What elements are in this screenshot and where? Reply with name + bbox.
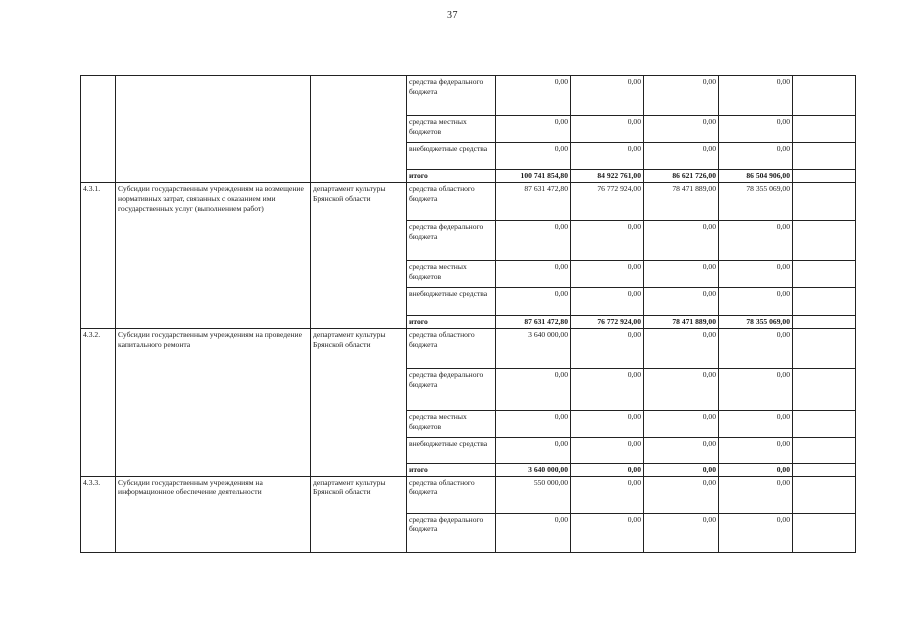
amount-cell: 0,00 bbox=[644, 143, 719, 170]
funding-source: средства местных бюджетов bbox=[407, 116, 496, 143]
funding-source: средства областного бюджета bbox=[407, 182, 496, 220]
amount-cell: 0,00 bbox=[496, 220, 571, 260]
empty-cell bbox=[793, 143, 856, 170]
amount-cell: 84 922 761,00 bbox=[571, 170, 644, 183]
amount-cell: 76 772 924,00 bbox=[571, 182, 644, 220]
amount-cell: 0,00 bbox=[719, 437, 793, 463]
funding-source: средства местных бюджетов bbox=[407, 260, 496, 287]
item-executor: департамент культуры Брянской области bbox=[311, 182, 407, 328]
amount-cell: 3 640 000,00 bbox=[496, 328, 571, 368]
amount-cell: 0,00 bbox=[496, 76, 571, 116]
amount-cell: 0,00 bbox=[719, 463, 793, 476]
funding-source: средства федерального бюджета bbox=[407, 368, 496, 410]
amount-cell: 0,00 bbox=[719, 513, 793, 552]
amount-cell: 0,00 bbox=[571, 287, 644, 315]
funding-source: внебюджетные средства bbox=[407, 437, 496, 463]
funding-source: итого bbox=[407, 463, 496, 476]
page-number: 37 bbox=[447, 10, 458, 21]
amount-cell: 0,00 bbox=[571, 143, 644, 170]
funding-source: средства федерального бюджета bbox=[407, 513, 496, 552]
empty-cell bbox=[793, 513, 856, 552]
amount-cell: 78 355 069,00 bbox=[719, 315, 793, 328]
item-executor bbox=[311, 76, 407, 183]
amount-cell: 78 355 069,00 bbox=[719, 182, 793, 220]
amount-cell: 0,00 bbox=[644, 410, 719, 437]
amount-cell: 0,00 bbox=[571, 437, 644, 463]
table-row bbox=[81, 476, 856, 513]
empty-cell bbox=[793, 170, 856, 183]
amount-cell: 0,00 bbox=[719, 76, 793, 116]
funding-source: внебюджетные средства bbox=[407, 143, 496, 170]
amount-cell: 550 000,00 bbox=[496, 476, 571, 513]
amount-cell: 0,00 bbox=[571, 220, 644, 260]
amount-cell: 0,00 bbox=[496, 437, 571, 463]
funding-source: итого bbox=[407, 315, 496, 328]
amount-cell: 100 741 854,80 bbox=[496, 170, 571, 183]
item-code: 4.3.1. bbox=[81, 182, 116, 328]
amount-cell: 76 772 924,00 bbox=[571, 315, 644, 328]
item-name: Субсидии государственным учреждениям на проведение капитального ремонта bbox=[116, 328, 311, 476]
amount-cell: 0,00 bbox=[496, 368, 571, 410]
amount-cell: 78 471 889,00 bbox=[644, 315, 719, 328]
funding-source: итого bbox=[407, 170, 496, 183]
amount-cell: 87 631 472,80 bbox=[496, 315, 571, 328]
amount-cell: 0,00 bbox=[719, 287, 793, 315]
item-name: Субсидии государственным учреждениям на возмещение нормативных затрат, связанных с оказанием ими государственных услуг (выполнением работ) bbox=[116, 182, 311, 328]
funding-source: средства местных бюджетов bbox=[407, 410, 496, 437]
amount-cell: 0,00 bbox=[496, 287, 571, 315]
item-code: 4.3.3. bbox=[81, 476, 116, 552]
amount-cell: 0,00 bbox=[571, 513, 644, 552]
empty-cell bbox=[793, 220, 856, 260]
amount-cell: 0,00 bbox=[571, 76, 644, 116]
empty-cell bbox=[793, 410, 856, 437]
amount-cell: 0,00 bbox=[496, 260, 571, 287]
amount-cell: 0,00 bbox=[644, 513, 719, 552]
amount-cell: 0,00 bbox=[719, 143, 793, 170]
empty-cell bbox=[793, 287, 856, 315]
empty-cell bbox=[793, 328, 856, 368]
empty-cell bbox=[793, 315, 856, 328]
amount-cell: 0,00 bbox=[644, 287, 719, 315]
amount-cell: 0,00 bbox=[719, 116, 793, 143]
item-name bbox=[116, 76, 311, 183]
amount-cell: 86 504 906,00 bbox=[719, 170, 793, 183]
funding-source: внебюджетные средства bbox=[407, 287, 496, 315]
item-code bbox=[81, 76, 116, 183]
empty-cell bbox=[793, 437, 856, 463]
amount-cell: 0,00 bbox=[571, 476, 644, 513]
amount-cell: 78 471 889,00 bbox=[644, 182, 719, 220]
amount-cell: 86 621 726,00 bbox=[644, 170, 719, 183]
empty-cell bbox=[793, 463, 856, 476]
item-name: Субсидии государственным учреждениям на информационное обеспечение деятельности bbox=[116, 476, 311, 552]
amount-cell: 0,00 bbox=[496, 513, 571, 552]
amount-cell: 0,00 bbox=[644, 116, 719, 143]
amount-cell: 0,00 bbox=[644, 260, 719, 287]
amount-cell: 0,00 bbox=[719, 260, 793, 287]
amount-cell: 0,00 bbox=[719, 328, 793, 368]
amount-cell: 0,00 bbox=[644, 76, 719, 116]
amount-cell: 0,00 bbox=[571, 410, 644, 437]
amount-cell: 0,00 bbox=[496, 410, 571, 437]
funding-source: средства федерального бюджета bbox=[407, 76, 496, 116]
funding-source: средства федерального бюджета bbox=[407, 220, 496, 260]
empty-cell bbox=[793, 116, 856, 143]
amount-cell: 3 640 000,00 bbox=[496, 463, 571, 476]
empty-cell bbox=[793, 260, 856, 287]
amount-cell: 0,00 bbox=[496, 116, 571, 143]
amount-cell: 0,00 bbox=[644, 220, 719, 260]
amount-cell: 0,00 bbox=[719, 410, 793, 437]
table-row bbox=[81, 182, 856, 220]
empty-cell bbox=[793, 76, 856, 116]
item-executor: департамент культуры Брянской области bbox=[311, 476, 407, 552]
amount-cell: 87 631 472,80 bbox=[496, 182, 571, 220]
item-executor: департамент культуры Брянской области bbox=[311, 328, 407, 476]
item-code: 4.3.2. bbox=[81, 328, 116, 476]
amount-cell: 0,00 bbox=[644, 437, 719, 463]
empty-cell bbox=[793, 182, 856, 220]
amount-cell: 0,00 bbox=[571, 463, 644, 476]
amount-cell: 0,00 bbox=[644, 368, 719, 410]
amount-cell: 0,00 bbox=[644, 476, 719, 513]
amount-cell: 0,00 bbox=[644, 328, 719, 368]
table-row bbox=[81, 76, 856, 116]
amount-cell: 0,00 bbox=[571, 260, 644, 287]
amount-cell: 0,00 bbox=[496, 143, 571, 170]
budget-table bbox=[80, 75, 856, 553]
amount-cell: 0,00 bbox=[571, 328, 644, 368]
funding-source: средства областного бюджета bbox=[407, 328, 496, 368]
funding-source: средства областного бюджета bbox=[407, 476, 496, 513]
amount-cell: 0,00 bbox=[719, 476, 793, 513]
amount-cell: 0,00 bbox=[571, 116, 644, 143]
amount-cell: 0,00 bbox=[644, 463, 719, 476]
table-row bbox=[81, 328, 856, 368]
empty-cell bbox=[793, 476, 856, 513]
amount-cell: 0,00 bbox=[719, 368, 793, 410]
amount-cell: 0,00 bbox=[719, 220, 793, 260]
empty-cell bbox=[793, 368, 856, 410]
amount-cell: 0,00 bbox=[571, 368, 644, 410]
